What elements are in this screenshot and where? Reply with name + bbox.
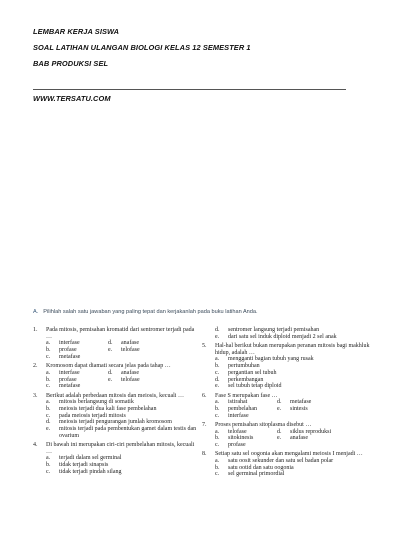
option-e: e. sel tubuh tetap diploid bbox=[215, 383, 282, 390]
option-e: e. telofase bbox=[108, 347, 140, 354]
option-d: d. perkembangan bbox=[215, 376, 264, 383]
question-2 bbox=[33, 363, 198, 390]
option-c: c. metafase bbox=[46, 353, 81, 360]
option-a: a. telofase bbox=[215, 428, 247, 435]
option-c: c. profase bbox=[215, 442, 246, 449]
option-c: c. interfase bbox=[215, 412, 249, 419]
question-number: 5. bbox=[202, 343, 207, 349]
option-a: a. terjadi dalam sel germinal bbox=[46, 455, 122, 462]
option-b: b. profase bbox=[46, 376, 77, 383]
question-4 bbox=[33, 442, 198, 476]
question-5 bbox=[202, 343, 370, 390]
option-a: a. mengganti bagian tubuh yang rusak bbox=[215, 356, 314, 363]
question-number: 7. bbox=[202, 421, 207, 428]
option-d: d. anafase bbox=[108, 340, 139, 347]
website-label: WWW.TERSATU.COM bbox=[33, 94, 111, 103]
question-text: Pada mitosis, pemisahan kromatid dari sentromer terjadi pada … bbox=[46, 327, 195, 340]
option-grid bbox=[46, 340, 198, 360]
question-text: Kromosom dapat diamati secara jelas pada tahap … bbox=[46, 363, 171, 370]
option-d: d. siklus reproduksi bbox=[277, 428, 332, 435]
question-1 bbox=[33, 327, 198, 361]
question-8 bbox=[202, 451, 370, 478]
option-a: a. interfase bbox=[46, 340, 80, 347]
header-divider bbox=[33, 89, 346, 90]
option-b: b. sitokinesis bbox=[215, 435, 254, 442]
question-text: Setiap satu sel oogonia akan mengalami meiosis I menjadi … bbox=[215, 451, 363, 458]
question-number: 4. bbox=[33, 442, 38, 449]
option-grid bbox=[215, 429, 370, 449]
option-grid bbox=[46, 370, 198, 390]
option-b: b. satu ootid dan satu oogonia bbox=[215, 464, 294, 471]
section-letter: A. bbox=[33, 309, 39, 315]
question-text: Fase S merupakan fase … bbox=[215, 392, 278, 399]
option-e: e. dari satu sel induk diploid menjadi 2 sel anak bbox=[215, 333, 337, 340]
question-text: Proses pemisahan sitoplasma disebut … bbox=[215, 421, 312, 428]
option-c: c. pada meiosis terjadi mitosis bbox=[46, 412, 126, 419]
question-text: Di bawah ini merupakan ciri-ciri pembelahan mitosis, kecuali … bbox=[46, 442, 195, 455]
option-d: d. metafase bbox=[277, 399, 312, 406]
option-e: e. mitosis terjadi pada pembentukan gamet dalam testis dan ovarium bbox=[46, 426, 197, 439]
option-e: e. anafase bbox=[277, 435, 308, 442]
question-number: 6. bbox=[202, 392, 207, 399]
option-e: e. sintesis bbox=[277, 405, 308, 412]
question-text: Berikut adalah perbedaan mitosis dan meiosis, kecuali … bbox=[46, 392, 184, 399]
question-3 bbox=[33, 393, 198, 440]
option-b: b. profase bbox=[46, 347, 77, 354]
option-b: b. meiosis terjadi dua kali fase pembelahan bbox=[46, 405, 157, 412]
left-column bbox=[33, 327, 198, 478]
question-number: 2. bbox=[33, 363, 38, 370]
question-7 bbox=[202, 422, 370, 449]
option-b: b. pertumbuhan bbox=[215, 363, 260, 370]
option-b: b. tidak terjadi sinapsis bbox=[46, 462, 109, 469]
option-c: c. metafase bbox=[46, 383, 81, 390]
question-number: 1. bbox=[33, 327, 38, 333]
option-a: a. interfase bbox=[46, 369, 80, 376]
question-4-continued bbox=[202, 327, 370, 340]
option-c: c. sel germinal primordial bbox=[215, 471, 285, 478]
option-a: a. istirahat bbox=[215, 399, 248, 406]
option-a: a. satu oosit sekunder dan satu sel badan polar bbox=[215, 458, 334, 465]
question-6 bbox=[202, 393, 370, 420]
option-b: b. pembelahan bbox=[215, 405, 257, 412]
right-column bbox=[202, 327, 370, 481]
option-e: e. telofase bbox=[108, 376, 140, 383]
option-c: c. pergantian sel tubuh bbox=[215, 369, 277, 376]
option-c: c. tidak terjadi pindah silang bbox=[46, 468, 122, 475]
chapter-title: BAB PRODUKSI SEL bbox=[33, 59, 109, 68]
instruction-text: Pilihlah salah satu jawaban yang paling tepat dan kerjakanlah pada buku latihan Anda. bbox=[43, 309, 258, 315]
option-d: d. sentromer langsung terjadi pemisahan bbox=[215, 327, 320, 333]
question-text: Hal-hal berikut bukan merupakan peranan mitosis bagi makhluk hidup, adalah … bbox=[215, 343, 370, 356]
worksheet-title: SOAL LATIHAN ULANGAN BIOLOGI KELAS 12 SEMESTER 1 bbox=[33, 43, 251, 52]
option-d: d. meiosis terjadi pengurangan jumlah kromosom bbox=[46, 419, 172, 426]
question-number: 3. bbox=[33, 392, 38, 399]
option-grid bbox=[215, 399, 370, 419]
option-d: d. anafase bbox=[108, 369, 139, 376]
option-a: a. mitosis berlangsung di somatik bbox=[46, 399, 134, 406]
section-instruction bbox=[33, 309, 258, 315]
worksheet-label: LEMBAR KERJA SISWA bbox=[33, 27, 120, 36]
question-number: 8. bbox=[202, 451, 207, 458]
